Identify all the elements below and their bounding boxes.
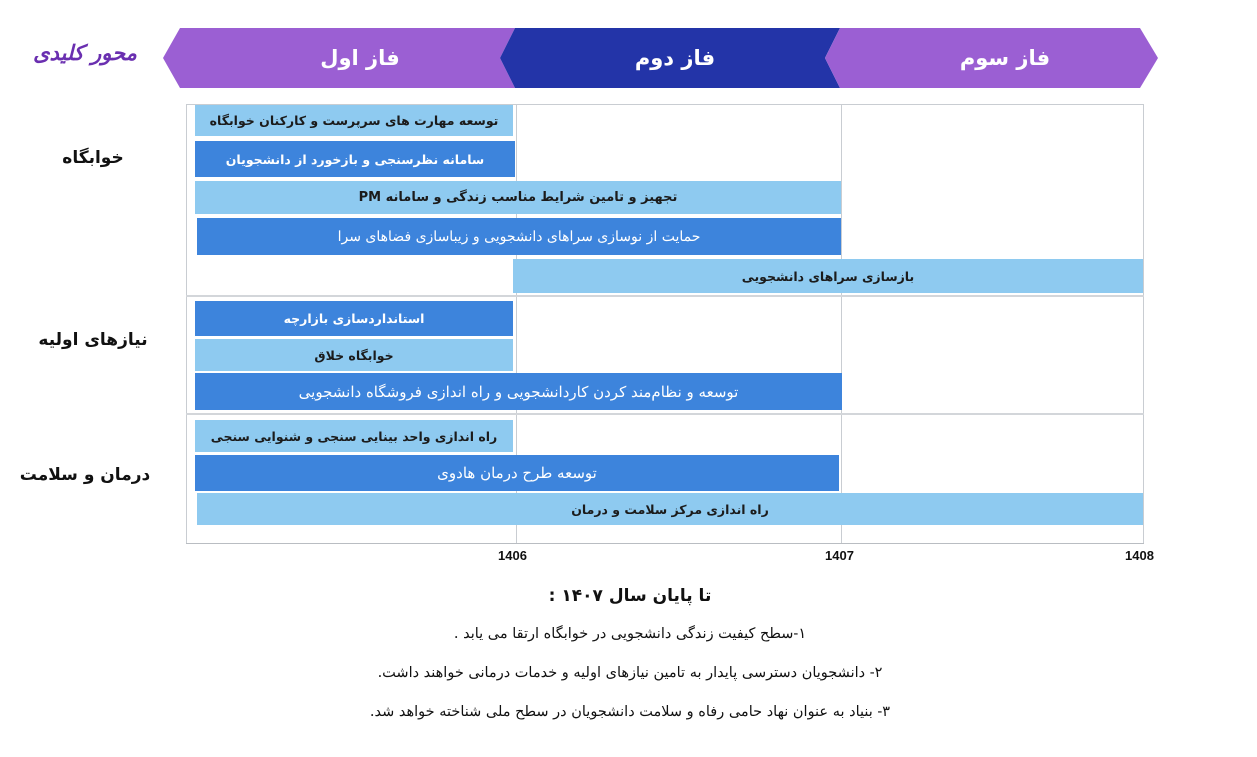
tick-1406: 1406 [498,548,527,563]
bar-hadavi-plan: توسعه طرح درمان هادوی [195,455,839,491]
tick-1407: 1407 [825,548,854,563]
conclusions-heading: تا پایان سال ۱۴۰۷ : [548,586,712,606]
bar-bazaar-standard: استانداردسازی بازارچه [195,301,513,336]
bar-student-work-store: توسعه و نظام‌مند کردن کاردانشجویی و راه اندازی فروشگاه دانشجویی [195,373,842,410]
conclusion-item-1: ۱-سطح کیفیت زندگی دانشجویی در خوابگاه ارتقا می یابد . [453,626,807,642]
tick-1408: 1408 [1125,548,1154,563]
bar-renovation-support: حمایت از نوسازی سراهای دانشجویی و زیباسازی فضاهای سرا [197,218,841,255]
phase-1-label: فاز اول [320,46,400,70]
phase-3-label: فاز سوم [959,46,1051,70]
bar-staff-skills: توسعه مهارت های سرپرست و کارکنان خوابگاه [195,105,513,136]
phase-2-label: فاز دوم [634,46,716,70]
bar-equipment-pm: تجهیز و تامین شرایط مناسب زندگی و سامانه PM [195,181,841,214]
bar-creative-dorm: خوابگاه خلاق [195,339,513,371]
bar-vision-hearing: راه اندازی واحد بینایی سنجی و شنوایی سنجی [195,420,513,452]
row-label-health: درمان و سلامت [19,465,151,485]
axis-title: محور کلیدی [33,40,137,65]
conclusion-item-3: ۳- بنیاد به عنوان نهاد حامی رفاه و سلامت دانشجویان در سطح ملی شناخته خواهد شد. [369,704,891,720]
row-label-basic-needs: نیازهای اولیه [38,330,148,350]
row-label-dormitory: خوابگاه [62,148,124,168]
bar-dorm-rebuild: بازسازی سراهای دانشجویی [513,259,1143,293]
bar-health-center: راه اندازی مرکز سلامت و درمان [197,493,1143,525]
conclusion-item-2: ۲- دانشجویان دسترسی پایدار به تامین نیازهای اولیه و خدمات درمانی خواهند داشت. [377,665,883,681]
bar-survey-system: سامانه نظرسنجی و بازخورد از دانشجویان [195,141,515,177]
